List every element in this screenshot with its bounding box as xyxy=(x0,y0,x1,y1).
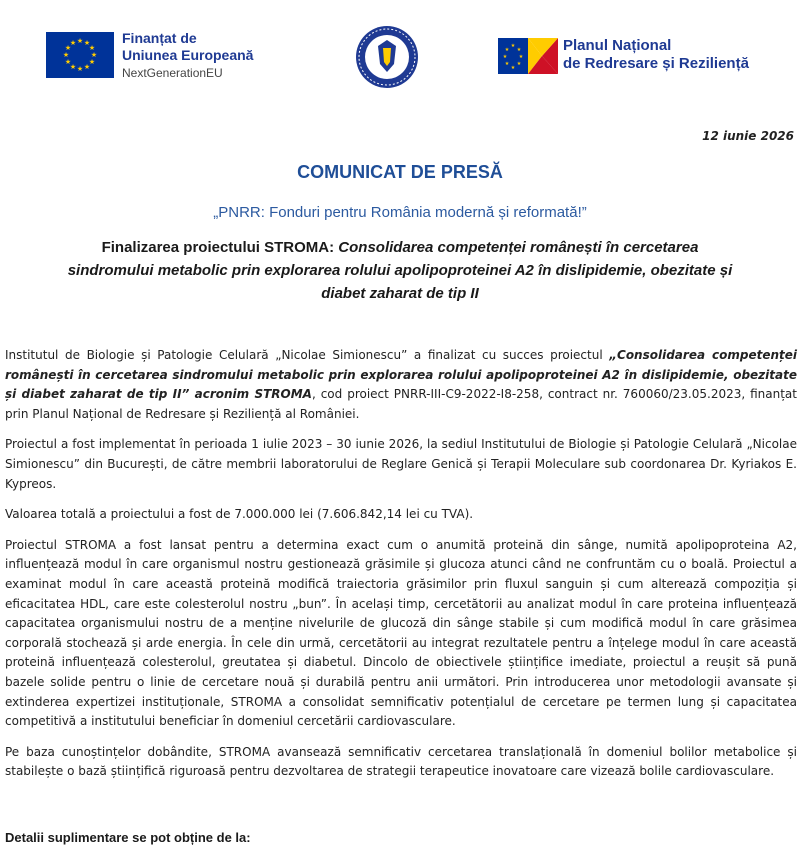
paragraph-value: Valoarea totală a proiectului a fost de 7.000.000 lei (7.606.842,14 lei cu TVA). xyxy=(5,507,474,522)
svg-text:★: ★ xyxy=(69,63,77,71)
pnrr-label-line2: de Redresare și Reziliență xyxy=(563,55,749,72)
svg-text:★: ★ xyxy=(502,54,508,60)
romanian-government-seal-icon xyxy=(354,24,420,90)
eu-funding-label xyxy=(122,30,253,82)
eu-label-line1: Finanțat de xyxy=(122,30,197,46)
paragraph-intro xyxy=(5,346,797,424)
svg-text:★: ★ xyxy=(83,39,91,47)
header-logos xyxy=(0,0,800,120)
paragraph-implementation: Proiectul a fost implementat în perioada 1 iulie 2023 – 30 iunie 2026, la sediul Institutului de Biologie și Patologie Celulară „Nicolae Simionescu” din București, de către membrii laboratorului de Reglare Genică și Terapii Moleculare sub coordonarea Dr. Kyriakos E. Kypreos. xyxy=(5,437,797,491)
svg-text:★: ★ xyxy=(504,61,510,67)
paragraph-intro-project-name: „Consolidarea competenței românești în cercetarea sindromului metabolic prin explorarea rolului apolipoproteinei A2 în dislipidemie, obezitate și diabet zaharat de tip II” acronim STROMA xyxy=(5,348,798,402)
svg-text:★: ★ xyxy=(64,44,72,52)
headline-italic: Consolidarea competenței românești în cercetarea sindromului metabolic prin explorarea rolului apolipoproteinei A2 în dislipidemie, obezitate și diabet zaharat de tip II xyxy=(67,239,733,302)
paragraph-description: Proiectul STROMA a fost lansat pentru a determina exact cum o anumită proteină din sânge, numită apolipoproteina A2, influențează modul în care organismul nostru gestionează grăsimile și glucoza atunci când ne confruntăm cu o boală. Proiectul a examinat modul în care această proteină modifică traiectoria grăsimilor prin fluxul sanguin și cum alterează compoziția și eficacitatea HDL, care este colesterolul nostru „bun”. În același timp, cercetătorii au analizat modul în care proteina influențează capacitatea organismului nostru de a menține nivelurile de glucoză din sânge stabile și cum modifică modul în care grăsimea corporală stochează și arde energia. În cele din urmă, cercetătorii au integrat rezultatele pentru a înțelege modul în care această proteină influențează colesterolul, greutatea și diabetul. Dincolo de obiectivele științifice imediate, proiectul a reușit să pună bazele solide pentru o linie de cercetare nouă și durabilă pentru anii următori. Prin introducerea unor metodologii avansate și extinderea expertizei instituționale, STROMA a consolidat semnificativ potențialul de cercetare pe termen lung și capacitatea competitivă a institutului beneficiar în domeniul cercetării cardiovasculare. xyxy=(5,537,797,729)
svg-text:★: ★ xyxy=(83,63,91,71)
pnrr-label-line1: Planul Național xyxy=(563,37,672,54)
details-heading: Detalii suplimentare se pot obține de la: xyxy=(5,830,251,845)
release-date: 12 iunie 2026 xyxy=(702,129,794,143)
page-title: COMUNICAT DE PRESĂ xyxy=(297,162,503,182)
svg-text:★: ★ xyxy=(516,47,522,53)
eu-flag-icon xyxy=(46,32,114,78)
svg-text:★: ★ xyxy=(69,39,77,47)
svg-text:★: ★ xyxy=(62,51,70,59)
press-release-body xyxy=(5,346,797,793)
svg-text:★: ★ xyxy=(76,37,84,45)
page-subtitle: „PNRR: Fonduri pentru România modernă și reformată!” xyxy=(213,204,587,221)
pnrr-logo-icon xyxy=(498,38,558,74)
svg-text:★: ★ xyxy=(518,54,524,60)
svg-text:★: ★ xyxy=(510,43,516,49)
svg-text:★: ★ xyxy=(64,58,72,66)
project-headline xyxy=(60,236,740,305)
svg-text:★: ★ xyxy=(76,65,84,73)
svg-text:★: ★ xyxy=(88,58,96,66)
paragraph-intro-a: Institutul de Biologie și Patologie Celulară „Nicolae Simionescu” a finalizat cu succes proiectul xyxy=(5,348,610,362)
eu-label-line3: NextGenerationEU xyxy=(122,66,223,80)
headline-bold: Finalizarea proiectului STROMA: xyxy=(101,239,339,256)
svg-text:★: ★ xyxy=(90,51,98,59)
svg-text:★: ★ xyxy=(510,65,516,71)
paragraph-conclusion: Pe baza cunoștințelor dobândite, STROMA avansează semnificativ cercetarea translațională în domeniul bolilor metabolice și stabilește o bază științifică riguroasă pentru dezvoltarea de strategii terapeutice inovatoare care vizează bolile cardiovasculare. xyxy=(5,744,797,779)
svg-text:★: ★ xyxy=(88,44,96,52)
eu-label-line2: Uniunea Europeană xyxy=(122,47,254,63)
paragraph-intro-c: , cod proiect PNRR-III-C9-2022-I8-258, contract nr. 760060/23.05.2023, finanțat prin Planul Național de Redresare și Reziliență al României. xyxy=(5,387,797,421)
svg-text:★: ★ xyxy=(516,61,522,67)
pnrr-label xyxy=(563,37,749,73)
svg-text:★: ★ xyxy=(504,47,510,53)
